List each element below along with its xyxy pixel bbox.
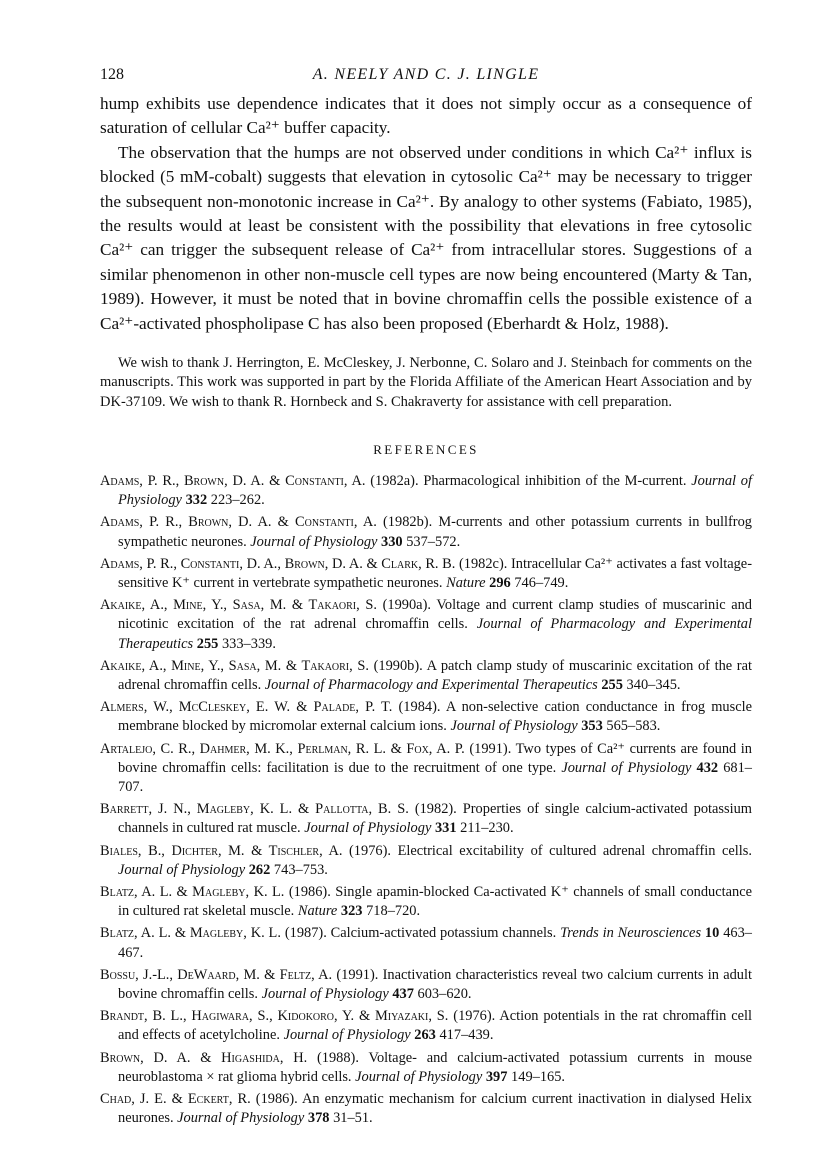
reference-year: (1982). bbox=[414, 801, 457, 818]
reference-year: (1986). bbox=[255, 1091, 298, 1108]
running-header bbox=[100, 66, 752, 92]
reference-authors: Blatz, A. L. & Magleby, K. L. bbox=[100, 884, 285, 901]
reference-title: M-currents and other potassium currents in bullfrog sympathetic neurones. bbox=[118, 514, 752, 550]
reference-item bbox=[100, 1049, 752, 1087]
reference-journal: Journal of Physiology bbox=[561, 759, 692, 776]
reference-authors: Brandt, B. L., Hagiwara, S., Kidokoro, Y. & Miyazaki, S. bbox=[100, 1008, 449, 1025]
reference-journal: Journal of Physiology bbox=[450, 718, 578, 735]
reference-authors: Barrett, J. N., Magleby, K. L. & Pallotta, B. S. bbox=[100, 801, 409, 818]
reference-authors: Blatz, A. L. & Magleby, K. L. bbox=[100, 925, 281, 942]
reference-title: Action potentials in the rat chromaffin cell and effects of acetylcholine. bbox=[118, 1008, 752, 1044]
reference-item bbox=[100, 657, 752, 695]
reference-year: (1976). bbox=[349, 842, 391, 859]
reference-journal: Journal of Physiology bbox=[250, 533, 378, 550]
reference-journal: Journal of Physiology bbox=[177, 1110, 305, 1127]
reference-year: (1986). bbox=[288, 884, 331, 901]
reference-year: (1988). bbox=[316, 1049, 359, 1066]
reference-volume: 10 bbox=[704, 925, 720, 942]
reference-journal: Nature bbox=[446, 574, 486, 591]
reference-volume: 262 bbox=[248, 861, 271, 878]
reference-authors: Akaike, A., Mine, Y., Sasa, M. & Takaori, S. bbox=[100, 597, 377, 614]
reference-volume: 378 bbox=[307, 1110, 330, 1127]
reference-journal: Nature bbox=[297, 903, 338, 920]
reference-year: (1990b). bbox=[373, 657, 423, 674]
running-title: A. NEELY AND C. J. LINGLE bbox=[312, 66, 540, 83]
reference-pages: 417–439. bbox=[439, 1027, 494, 1044]
reference-year: (1982c). bbox=[458, 555, 508, 572]
reference-item bbox=[100, 1090, 752, 1128]
reference-pages: 603–620. bbox=[417, 986, 472, 1003]
paragraph-2: The observation that the humps are not observed under conditions in which Ca²⁺ influx is blocked (5 mM-cobalt) suggests that elevation in cytosolic Ca²⁺ may be necessary to trigger the subsequent non-monotonic increase in Ca²⁺. By analogy to other systems (Fabiato, 1985), the results would at least be consistent with the possibility that elevations in free cytosolic Ca²⁺ can trigger the subsequent release of Ca²⁺ from intracellular stores. Suggestions of a similar phenomenon in other non-muscle cell types are now being encountered (Marty & Tan, 1989). However, it must be noted that in bovine chromaffin cells the possible existence of a Ca²⁺-activated phospholipase C has also been proposed (Eberhardt & Holz, 1988). bbox=[100, 142, 752, 333]
reference-volume: 296 bbox=[489, 574, 511, 591]
reference-volume: 397 bbox=[485, 1068, 508, 1085]
reference-journal: Journal of Pharmacology and Experimental Therapeutics bbox=[118, 616, 752, 652]
reference-item bbox=[100, 966, 752, 1004]
reference-title: Voltage- and calcium-activated potassium currents in mouse neuroblastoma × rat glioma hybrid cells. bbox=[118, 1049, 752, 1085]
reference-volume: 330 bbox=[381, 533, 403, 550]
reference-title: Two types of Ca²⁺ currents are found in bovine chromaffin cells: facilitation is due to the recruitment of one type. bbox=[118, 740, 752, 776]
reference-volume: 331 bbox=[434, 820, 457, 837]
paragraph-1: hump exhibits use dependence indicates that it does not simply occur as a consequence of saturation of cellular Ca²⁺ buffer capacity. bbox=[100, 94, 752, 138]
reference-year: (1982a). bbox=[370, 472, 419, 489]
reference-journal: Journal of Physiology bbox=[261, 986, 389, 1003]
reference-title: Electrical excitability of cultured adrenal chromaffin cells. bbox=[397, 842, 752, 859]
reference-authors: Akaike, A., Mine, Y., Sasa, M. & Takaori, S. bbox=[100, 657, 369, 674]
reference-volume: 323 bbox=[340, 903, 363, 920]
reference-journal: Trends in Neurosciences bbox=[560, 925, 702, 942]
reference-year: (1976). bbox=[453, 1008, 496, 1025]
reference-authors: Adams, P. R., Brown, D. A. & Constanti, A. bbox=[100, 514, 377, 531]
reference-list bbox=[100, 472, 752, 1129]
reference-pages: 211–230. bbox=[460, 820, 514, 837]
body-text bbox=[100, 92, 752, 336]
reference-title: Voltage and current clamp studies of muscarinic and nicotinic excitation of the rat adrenal chromaffin cells. bbox=[118, 597, 752, 633]
reference-title: An enzymatic mechanism for calcium current inactivation in dialysed Helix neurones. bbox=[118, 1091, 752, 1127]
reference-item bbox=[100, 842, 752, 880]
reference-year: (1990a). bbox=[382, 597, 431, 614]
reference-item bbox=[100, 800, 752, 838]
reference-pages: 681–707. bbox=[118, 759, 752, 795]
reference-title: Inactivation characteristics reveal two calcium currents in adult bovine chromaffin cells. bbox=[118, 966, 752, 1003]
reference-year: (1982b). bbox=[383, 514, 433, 531]
reference-pages: 746–749. bbox=[514, 574, 569, 591]
reference-authors: Biales, B., Dichter, M. & Tischler, A. bbox=[100, 842, 343, 859]
reference-volume: 263 bbox=[414, 1027, 436, 1044]
reference-item bbox=[100, 883, 752, 921]
reference-pages: 31–51. bbox=[333, 1110, 373, 1127]
reference-year: (1987). bbox=[284, 925, 327, 942]
reference-authors: Brown, D. A. & Higashida, H. bbox=[100, 1049, 308, 1066]
reference-title: Intracellular Ca²⁺ activates a fast voltage-sensitive K⁺ current in vertebrate sympathetic neurones. bbox=[118, 555, 752, 591]
reference-volume: 255 bbox=[601, 676, 623, 693]
reference-item bbox=[100, 513, 752, 551]
page bbox=[100, 66, 752, 1131]
reference-pages: 565–583. bbox=[606, 718, 661, 735]
reference-item bbox=[100, 596, 752, 654]
page-number: 128 bbox=[100, 66, 124, 83]
reference-pages: 463–467. bbox=[118, 925, 752, 961]
reference-authors: Adams, P. R., Brown, D. A. & Constanti, A. bbox=[100, 472, 366, 489]
reference-item bbox=[100, 924, 752, 962]
reference-item bbox=[100, 472, 752, 510]
reference-pages: 223–262. bbox=[210, 492, 265, 509]
reference-journal: Journal of Physiology bbox=[118, 861, 246, 878]
reference-item bbox=[100, 1007, 752, 1045]
reference-pages: 149–165. bbox=[511, 1068, 566, 1085]
reference-item bbox=[100, 555, 752, 593]
reference-volume: 255 bbox=[196, 635, 219, 652]
reference-year: (1991). bbox=[336, 966, 379, 983]
reference-journal: Journal of Physiology bbox=[118, 472, 752, 509]
reference-authors: Chad, J. E. & Eckert, R. bbox=[100, 1091, 251, 1108]
reference-authors: Adams, P. R., Constanti, D. A., Brown, D. A. & Clark, R. B. bbox=[100, 555, 456, 572]
reference-pages: 340–345. bbox=[626, 676, 681, 693]
reference-item bbox=[100, 698, 752, 736]
reference-title: Properties of single calcium-activated potassium channels in cultured rat muscle. bbox=[118, 801, 752, 837]
reference-authors: Bossu, J.-L., DeWaard, M. & Feltz, A. bbox=[100, 966, 333, 983]
reference-volume: 332 bbox=[185, 492, 208, 509]
reference-title: Pharmacological inhibition of the M-current. bbox=[423, 472, 687, 489]
reference-journal: Journal of Physiology bbox=[355, 1068, 483, 1085]
reference-pages: 537–572. bbox=[406, 533, 461, 550]
acknowledgements: We wish to thank J. Herrington, E. McCleskey, J. Nerbonne, C. Solaro and J. Steinbach for comments on the manuscripts. This work was supported in part by the Florida Affiliate of the American Heart Association and by DK-37109. We wish to thank R. Hornbeck and S. Chakraverty for assistance with cell preparation. bbox=[100, 355, 752, 410]
reference-title: A patch clamp study of muscarinic excitation of the rat adrenal chromaffin cells. bbox=[118, 657, 752, 693]
reference-volume: 437 bbox=[392, 986, 414, 1003]
reference-year: (1984). bbox=[398, 699, 441, 716]
reference-item bbox=[100, 740, 752, 798]
reference-year: (1991). bbox=[469, 740, 512, 757]
reference-pages: 333–339. bbox=[221, 635, 276, 652]
reference-volume: 432 bbox=[696, 759, 719, 776]
reference-title: A non-selective cation conductance in frog muscle membrane blocked by micromolar external calcium ions. bbox=[118, 699, 752, 735]
reference-journal: Journal of Physiology bbox=[283, 1027, 411, 1044]
reference-pages: 743–753. bbox=[273, 861, 328, 878]
reference-authors: Artalejo, C. R., Dahmer, M. K., Perlman, R. L. & Fox, A. P. bbox=[100, 740, 465, 757]
reference-authors: Almers, W., McCleskey, E. W. & Palade, P. T. bbox=[100, 699, 393, 716]
reference-volume: 353 bbox=[581, 718, 603, 735]
reference-pages: 718–720. bbox=[366, 903, 421, 920]
reference-title: Single apamin-blocked Ca-activated K⁺ channels of small conductance in cultured rat skeletal muscle. bbox=[118, 884, 752, 920]
reference-journal: Journal of Physiology bbox=[304, 820, 432, 837]
references-heading: REFERENCES bbox=[373, 441, 479, 457]
reference-title: Calcium-activated potassium channels. bbox=[330, 925, 557, 942]
reference-journal: Journal of Pharmacology and Experimental Therapeutics bbox=[264, 676, 598, 693]
